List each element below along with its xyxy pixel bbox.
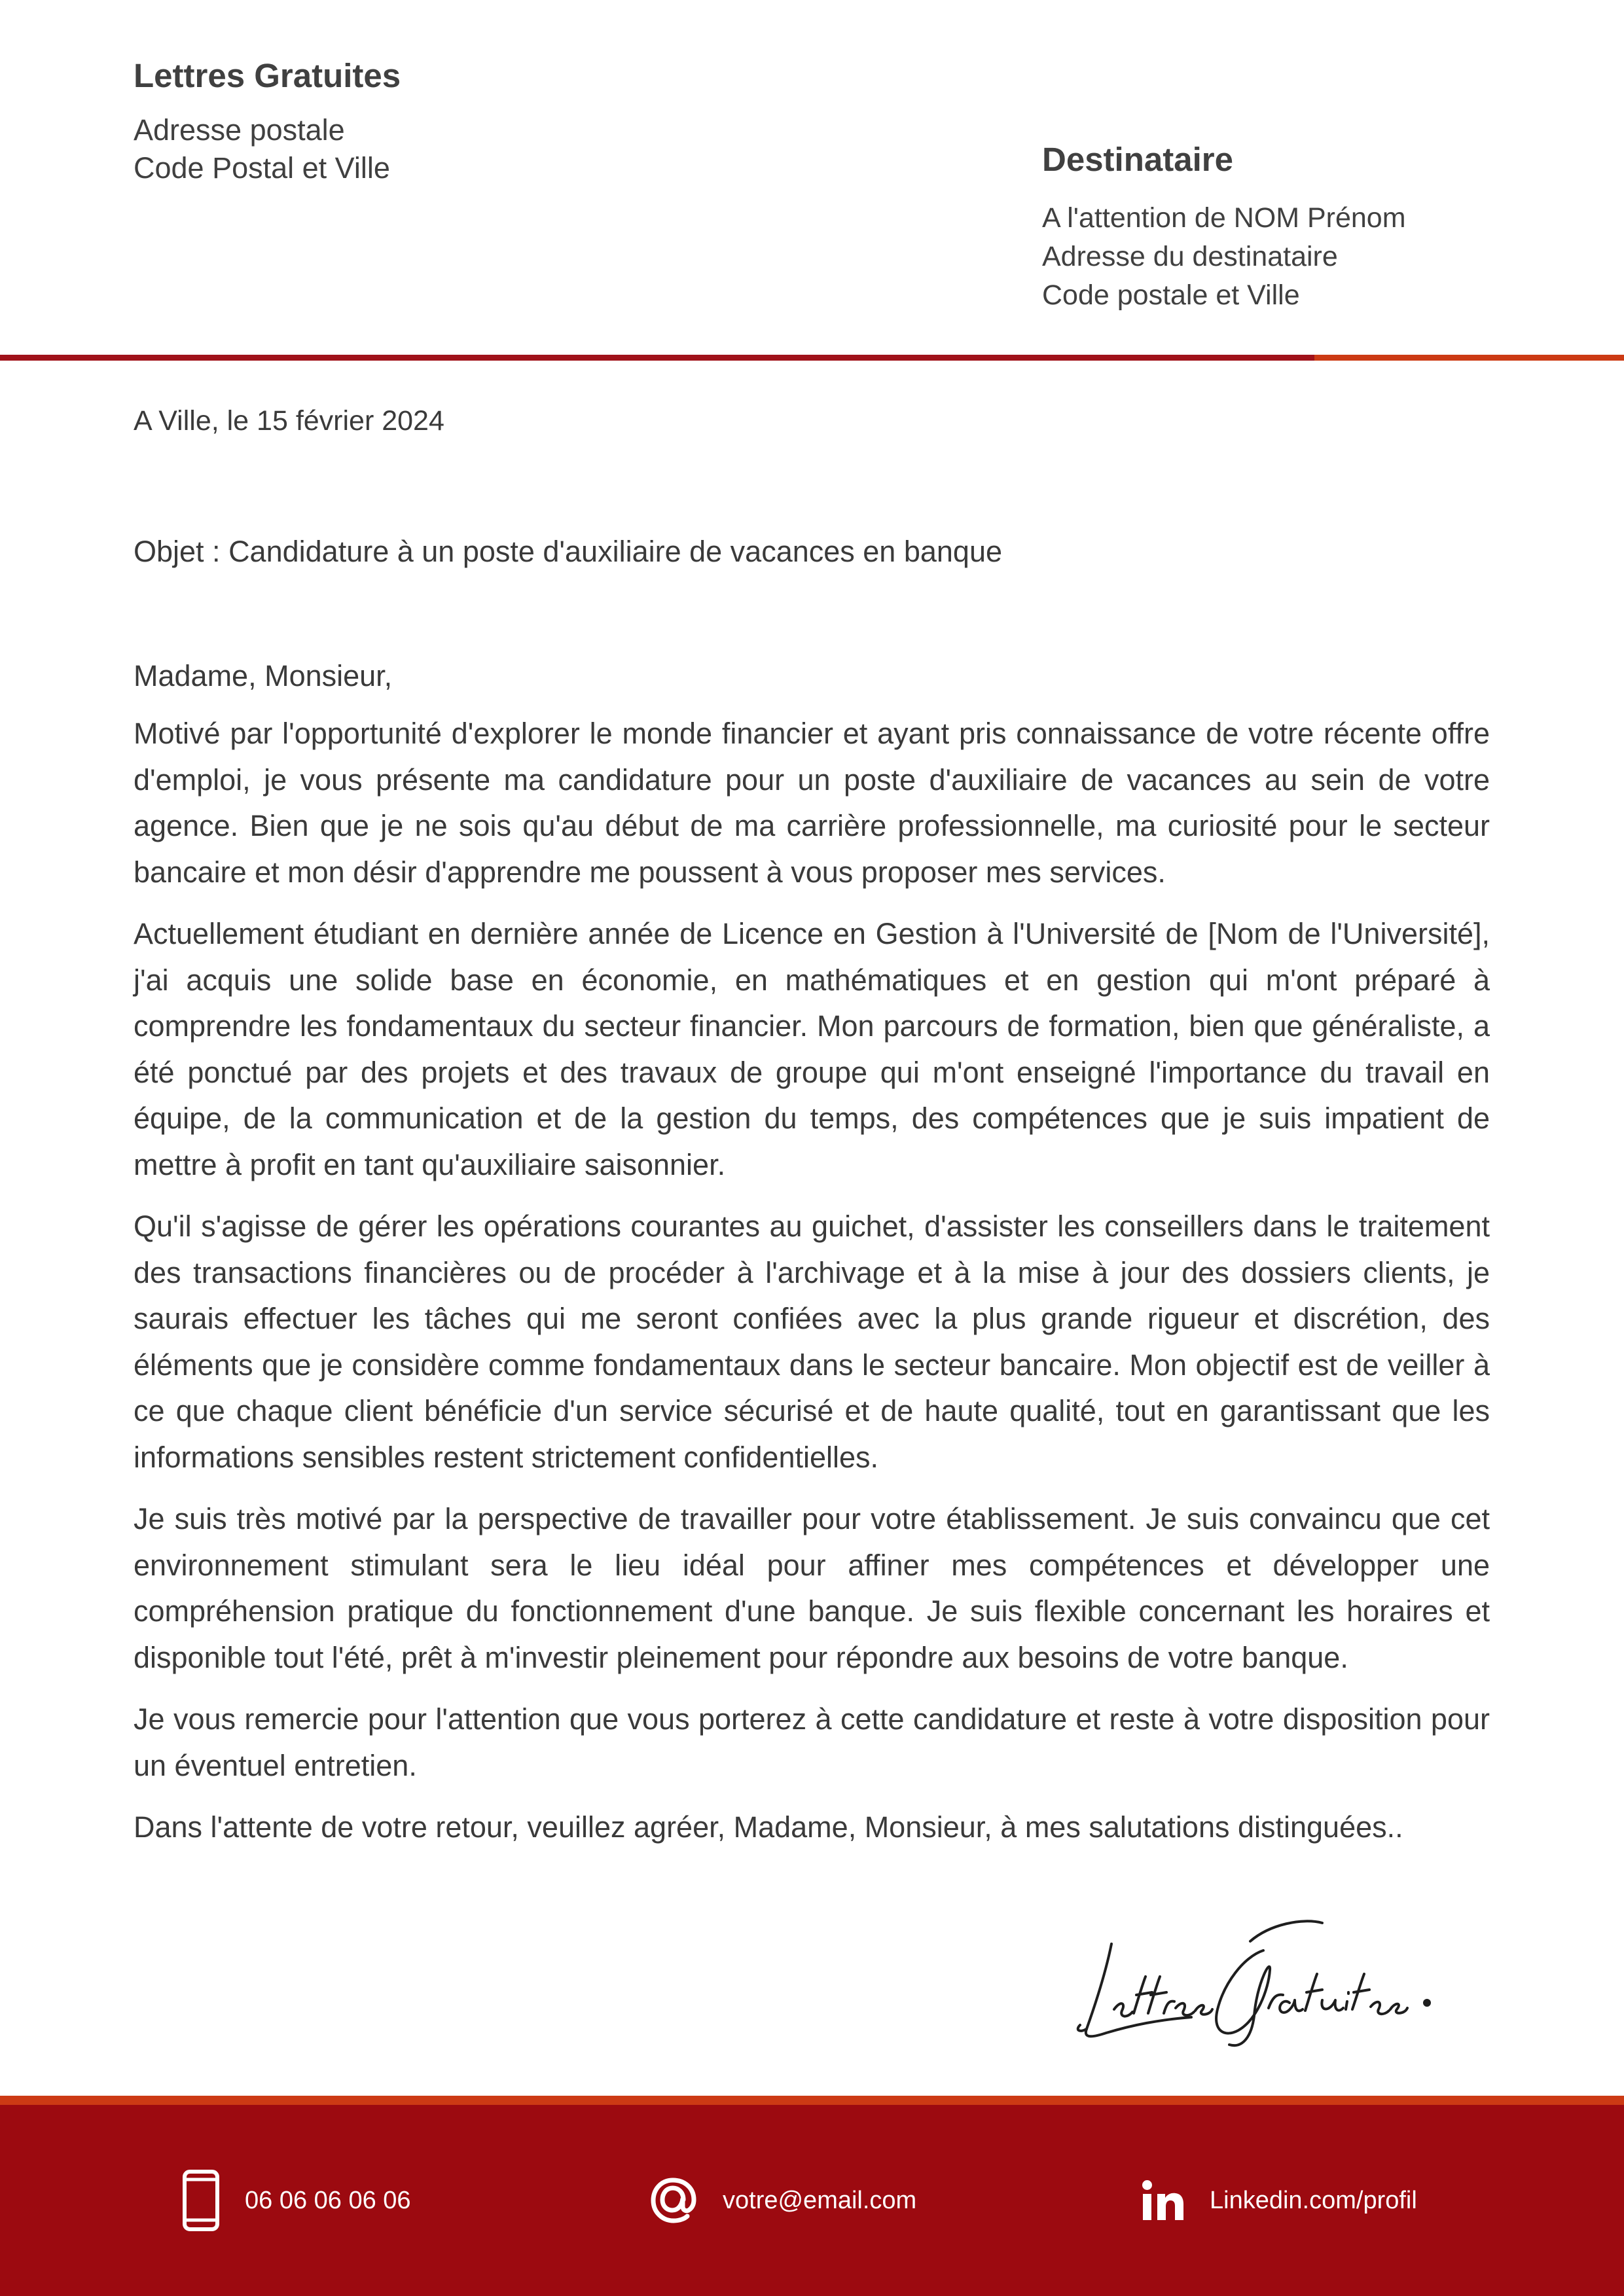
letter-paragraph: Je vous remercie pour l'attention que vous porterez à cette candidature et reste à votre disposition pour un éventuel entretien.	[134, 1702, 1490, 1782]
sender-block	[134, 54, 723, 187]
recipient-address: Adresse du destinataire	[1042, 241, 1338, 272]
letter-closing: Dans l'attente de votre retour, veuillez agréer, Madame, Monsieur, à mes salutations distinguées..	[134, 1810, 1403, 1844]
sender-address: Adresse postale	[134, 113, 345, 147]
signature	[1060, 1885, 1466, 2055]
sender-name: Lettres Gratuites	[134, 57, 401, 94]
footer-phone	[182, 2168, 411, 2233]
recipient-title: Destinataire	[1042, 141, 1233, 178]
header-divider	[0, 355, 1314, 361]
footer	[0, 2105, 1624, 2296]
letter-paragraph: Motivé par l'opportunité d'explorer le monde financier et ayant pris connaissance de votre récente offre d'emploi, je vous présente ma candidature pour un poste d'auxiliaire de vacances au sein de votre agence. Bien que je ne sois qu'au début de ma carrière professionnelle, ma curiosité pour le secteur bancaire et mon désir d'apprendre me poussent à vous proposer mes services.	[134, 717, 1490, 889]
footer-phone-text[interactable]: 06 06 06 06 06	[245, 2187, 411, 2214]
recipient-attention: A l'attention de NOM Prénom	[1042, 202, 1406, 234]
footer-accent-bar	[0, 2096, 1624, 2105]
sender-address-block	[134, 111, 723, 187]
footer-email	[649, 2168, 916, 2233]
sender-city: Code Postal et Ville	[134, 151, 390, 185]
signature-image	[1060, 1885, 1466, 2055]
recipient-address-block	[1042, 199, 1605, 315]
letter-salutation: Madame, Monsieur,	[134, 659, 393, 692]
letter-subject: Objet : Candidature à un poste d'auxiliaire de vacances en banque	[134, 535, 1002, 568]
letter-paragraph: Qu'il s'agisse de gérer les opérations courantes au guichet, d'assister les conseillers dans le traitement des transactions financières ou de procéder à l'archivage et à la mise à jour des dossiers clients, je saurais effectuer les tâches qui me seront confiées avec la plus grande rigueur et discrétion, des éléments que je considère comme fondamentaux dans le secteur bancaire. Mon objectif est de veiller à ce que chaque client bénéficie d'un service sécurisé et de haute qualité, tout en garantissant que les informations sensibles restent strictement confidentielles.	[134, 1210, 1490, 1474]
header-divider-accent	[1314, 355, 1624, 361]
letter-paragraph: Actuellement étudiant en dernière année de Licence en Gestion à l'Université de [Nom de l'Université], j'ai acquis une solide base en économie, en mathématiques et en gestion qui m'ont préparé à comprendre les fondamentaux du secteur financier. Mon parcours de formation, bien que généraliste, a été ponctué par des projets et des travaux de groupe qui m'ont enseigné l'importance du travail en équipe, de la communication et de la gestion du temps, des compétences que je suis impatient de mettre à profit en tant qu'auxiliaire saisonnier.	[134, 917, 1490, 1181]
recipient-block	[1042, 139, 1605, 315]
phone-icon	[182, 2169, 220, 2232]
footer-email-text[interactable]: votre@email.com	[723, 2187, 917, 2214]
linkedin-icon	[1142, 2179, 1185, 2221]
footer-linkedin-text[interactable]: Linkedin.com/profil	[1210, 2187, 1417, 2214]
recipient-city: Code postale et Ville	[1042, 279, 1300, 311]
letter-date: A Ville, le 15 février 2024	[134, 405, 444, 437]
letter-paragraph: Je suis très motivé par la perspective de travailler pour votre établissement. Je suis convaincu que cet environnement stimulant sera le lieu idéal pour affiner mes compétences et développer une compréhension pratique du fonctionnement d'une banque. Je suis flexible concernant les horaires et disponible tout l'été, prêt à m'investir pleinement pour répondre aux besoins de votre banque.	[134, 1502, 1490, 1674]
letter-body	[134, 656, 1490, 1867]
at-icon	[649, 2176, 698, 2225]
footer-linkedin	[1142, 2168, 1417, 2233]
